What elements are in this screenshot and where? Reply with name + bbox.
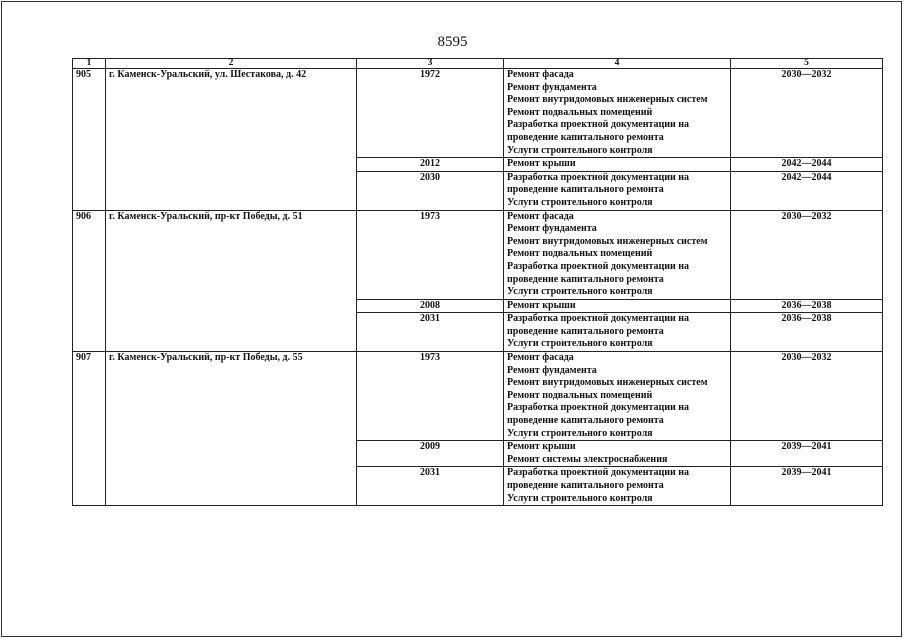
work-item: Ремонт внутридомовых инженерных систем xyxy=(507,377,708,389)
entry-works xyxy=(504,210,731,299)
entry-works xyxy=(504,352,731,441)
entry-number: 907 xyxy=(73,352,106,506)
entry-period: 2039—2041 xyxy=(731,441,883,467)
work-item: Ремонт крыши xyxy=(507,299,576,311)
header-row xyxy=(73,59,883,69)
entry-period: 2039—2041 xyxy=(731,467,883,506)
work-item: Ремонт крыши xyxy=(507,441,576,453)
work-item: Ремонт фасада xyxy=(507,69,574,80)
column-header: 3 xyxy=(357,59,504,69)
entry-works xyxy=(504,441,731,467)
work-item: проведение капитального ремонта xyxy=(507,184,664,196)
entry-address: г. Каменск-Уральский, пр-кт Победы, д. 55 xyxy=(106,352,357,506)
entry-address: г. Каменск-Уральский, ул. Шестакова, д. 42 xyxy=(106,69,357,211)
table-row xyxy=(73,352,883,441)
register-body xyxy=(73,69,883,506)
work-item: Разработка проектной документации на xyxy=(507,313,690,325)
page-number: 8595 xyxy=(437,34,468,50)
entry-works xyxy=(504,299,731,313)
entry-year: 1973 xyxy=(357,210,504,299)
work-item: Ремонт крыши xyxy=(507,158,576,170)
work-item: Ремонт внутридомовых инженерных систем xyxy=(507,235,708,247)
work-item: Услуги строительного контроля xyxy=(507,196,653,208)
work-item: Услуги строительного контроля xyxy=(507,338,653,350)
column-header: 4 xyxy=(504,59,731,69)
entry-period: 2036—2038 xyxy=(731,313,883,352)
entry-year: 2008 xyxy=(357,299,504,313)
entry-year: 2031 xyxy=(357,313,504,352)
work-item: Ремонт внутридомовых инженерных систем xyxy=(507,94,708,106)
work-item: Ремонт фундамента xyxy=(507,223,597,235)
entry-year: 2030 xyxy=(357,171,504,210)
entry-works xyxy=(504,158,731,172)
entry-period: 2042—2044 xyxy=(731,158,883,172)
work-item: Услуги строительного контроля xyxy=(507,286,653,298)
work-item: Ремонт фасада xyxy=(507,210,574,222)
entry-works xyxy=(504,171,731,210)
entry-year: 2031 xyxy=(357,467,504,506)
entry-year: 2009 xyxy=(357,441,504,467)
work-item: Ремонт фундамента xyxy=(507,364,597,376)
column-header: 5 xyxy=(731,59,883,69)
entry-address: г. Каменск-Уральский, пр-кт Победы, д. 51 xyxy=(106,210,357,352)
work-item: Разработка проектной документации на xyxy=(507,260,690,272)
work-item: Ремонт подвальных помещений xyxy=(507,248,653,260)
work-item: проведение капитального ремонта xyxy=(507,273,664,285)
work-item: проведение капитального ремонта xyxy=(507,415,664,427)
entry-period: 2042—2044 xyxy=(731,171,883,210)
work-item: Разработка проектной документации на xyxy=(507,467,690,479)
table-row xyxy=(73,69,883,158)
work-item: проведение капитального ремонта xyxy=(507,325,664,337)
entry-period: 2030—2032 xyxy=(731,352,883,441)
work-item: Ремонт фундамента xyxy=(507,81,597,93)
work-item: Услуги строительного контроля xyxy=(507,144,653,156)
column-header: 1 xyxy=(73,59,106,69)
work-item: Ремонт подвальных помещений xyxy=(507,389,653,401)
register-table xyxy=(72,58,883,506)
entry-year: 2012 xyxy=(357,158,504,172)
work-item: Разработка проектной документации на xyxy=(507,119,690,131)
work-item: Услуги строительного контроля xyxy=(507,492,653,504)
column-header: 2 xyxy=(106,59,357,69)
entry-period: 2030—2032 xyxy=(731,210,883,299)
work-item: Услуги строительного контроля xyxy=(507,427,653,439)
entry-works xyxy=(504,467,731,506)
entry-period: 2036—2038 xyxy=(731,299,883,313)
entry-year: 1972 xyxy=(357,69,504,158)
entry-works xyxy=(504,313,731,352)
entry-number: 906 xyxy=(73,210,106,352)
work-item: Ремонт фасада xyxy=(507,352,574,364)
entry-number: 905 xyxy=(73,69,106,211)
entry-works xyxy=(504,69,731,158)
table-row xyxy=(73,210,883,299)
work-item: Ремонт подвальных помещений xyxy=(507,106,653,118)
entry-period: 2030—2032 xyxy=(731,69,883,158)
work-item: Разработка проектной документации на xyxy=(507,171,690,183)
work-item: Разработка проектной документации на xyxy=(507,402,690,414)
work-item: проведение капитального ремонта xyxy=(507,131,664,143)
work-item: проведение капитального ремонта xyxy=(507,480,664,491)
work-item: Ремонт системы электроснабжения xyxy=(507,453,668,465)
entry-year: 1973 xyxy=(357,352,504,441)
